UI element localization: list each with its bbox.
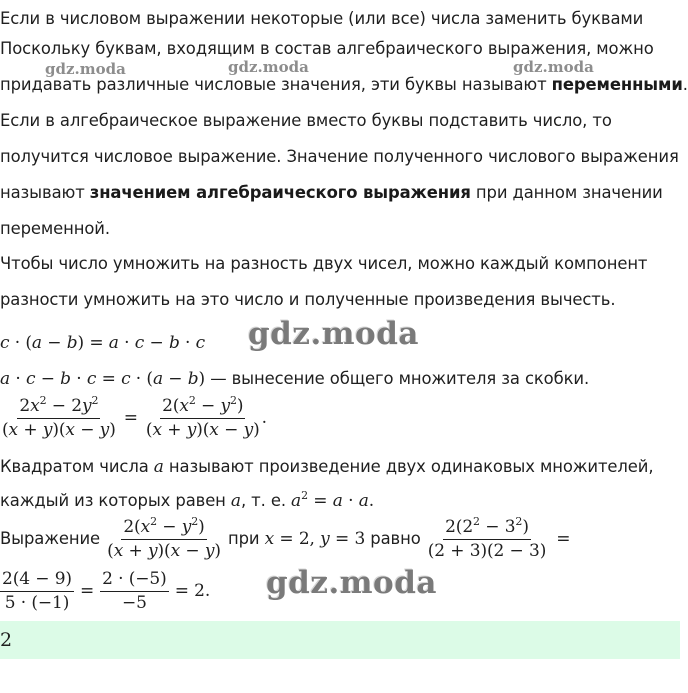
fraction-factored: $\frac{2(x^2 - y^2)}{(x + y)(x - y)}$ [145,394,260,440]
fraction-step-2: $\frac{2 \cdot (-5)}{-5}$ [102,569,167,613]
definition-text-2: Поскольку буквам, входящим в состав алгебраического выражения, можно [0,39,654,58]
common-factor-note: — вынесение общего множителя за скобки. [205,369,590,388]
text-line-common-factor [0,369,589,389]
term-variables: переменными [551,75,683,94]
square-text-2a: каждый из которых равен [0,491,231,510]
text-line-substitution: Выражение $\frac{2(x^2 - y^2)}{(x + y)(x - y)}$ при x = 2, y = 3 равно $\frac{2(2^2 - 3^2)}{(2 + 3)(2 - 3)}$ = [0,515,571,561]
watermark-big-1: gdz.moda [248,316,419,352]
substitution-text-2: при [222,529,265,548]
text-line-6 [0,183,663,203]
substitution-text-3: равно [365,529,426,548]
square-text-1b: называют произведение двух одинаковых множителей, [163,457,654,476]
square-text-2b: , т. е. [240,491,292,510]
watermark-small-1: gdz.moda [45,60,126,78]
formula-common-factor: a · c − b · c = c · (a − b) [0,369,206,389]
fraction-expression: $\frac{2(x^2 - y^2)}{(x + y)(x - y)}$ [107,515,221,561]
substitution-text-1: Выражение [0,529,106,548]
text-line-8 [0,254,647,274]
text-line-9 [0,290,615,310]
answer-box [0,621,680,659]
formula-computation: $\frac{2(4 - 9)}{5 \cdot (-1)}$ = $\frac{2 \cdot (-5)}{-5}$ = 2. [2,569,211,613]
definition-text-6a: называют [0,183,90,202]
fraction-substituted: $\frac{2(2^2 - 3^2)}{(2 + 3)(2 - 3)}$ [427,515,547,561]
definition-text-5: получится числовое выражение. Значение полученного числового выражения [0,147,679,166]
formula-fraction-line: $\frac{2x^2 - 2y^2}{(x + y)(x - y)}$ = $\frac{2(x^2 - y^2)}{(x + y)(x - y)}$ . [2,394,267,440]
definition-text-6c: при данном значении [470,183,663,202]
rule-text-2: разности умножить на это число и полученные произведения вычесть. [0,290,616,309]
rule-text-1: Чтобы число умножить на разность двух чисел, можно каждый компонент [0,254,648,273]
definition-text-4: Если в алгебраическое выражение вместо буквы подставить число, то [0,111,612,130]
definition-text-3: придавать различные числовые значения, эти буквы называют [0,75,552,94]
text-line-4 [0,111,612,131]
text-line-1 [0,9,643,29]
fraction-step-1: $\frac{2(4 - 9)}{5 \cdot (-1)}$ [2,569,72,613]
watermark-small-3: gdz.moda [513,58,594,76]
watermark-small-2: gdz.moda [228,58,309,76]
text-line-2 [0,39,654,59]
text-line-7 [0,219,110,239]
text-line-3 [0,75,688,95]
period: . [682,75,688,94]
text-line-square-2: каждый из которых равен a, т. е. $a^2 = a \cdot a$. [0,489,375,511]
square-text-1a: Квадратом числа [0,457,154,476]
definition-text-1: Если в числовом выражении некоторые (или все) числа заменить буквами [0,9,644,28]
definition-text-7: переменной. [0,219,110,238]
formula-distributive: c · (a − b) = a · c − b · c [0,333,206,353]
term-expression-value: значением алгебраического выражения [89,183,471,202]
text-line-square-1: Квадратом числа a называют произведение двух одинаковых множителей, [0,457,654,477]
text-line-5 [0,147,679,167]
fraction-original: $\frac{2x^2 - 2y^2}{(x + y)(x - y)}$ [2,394,116,440]
answer-value: 2 [0,629,13,651]
watermark-big-2: gdz.moda [266,565,437,601]
